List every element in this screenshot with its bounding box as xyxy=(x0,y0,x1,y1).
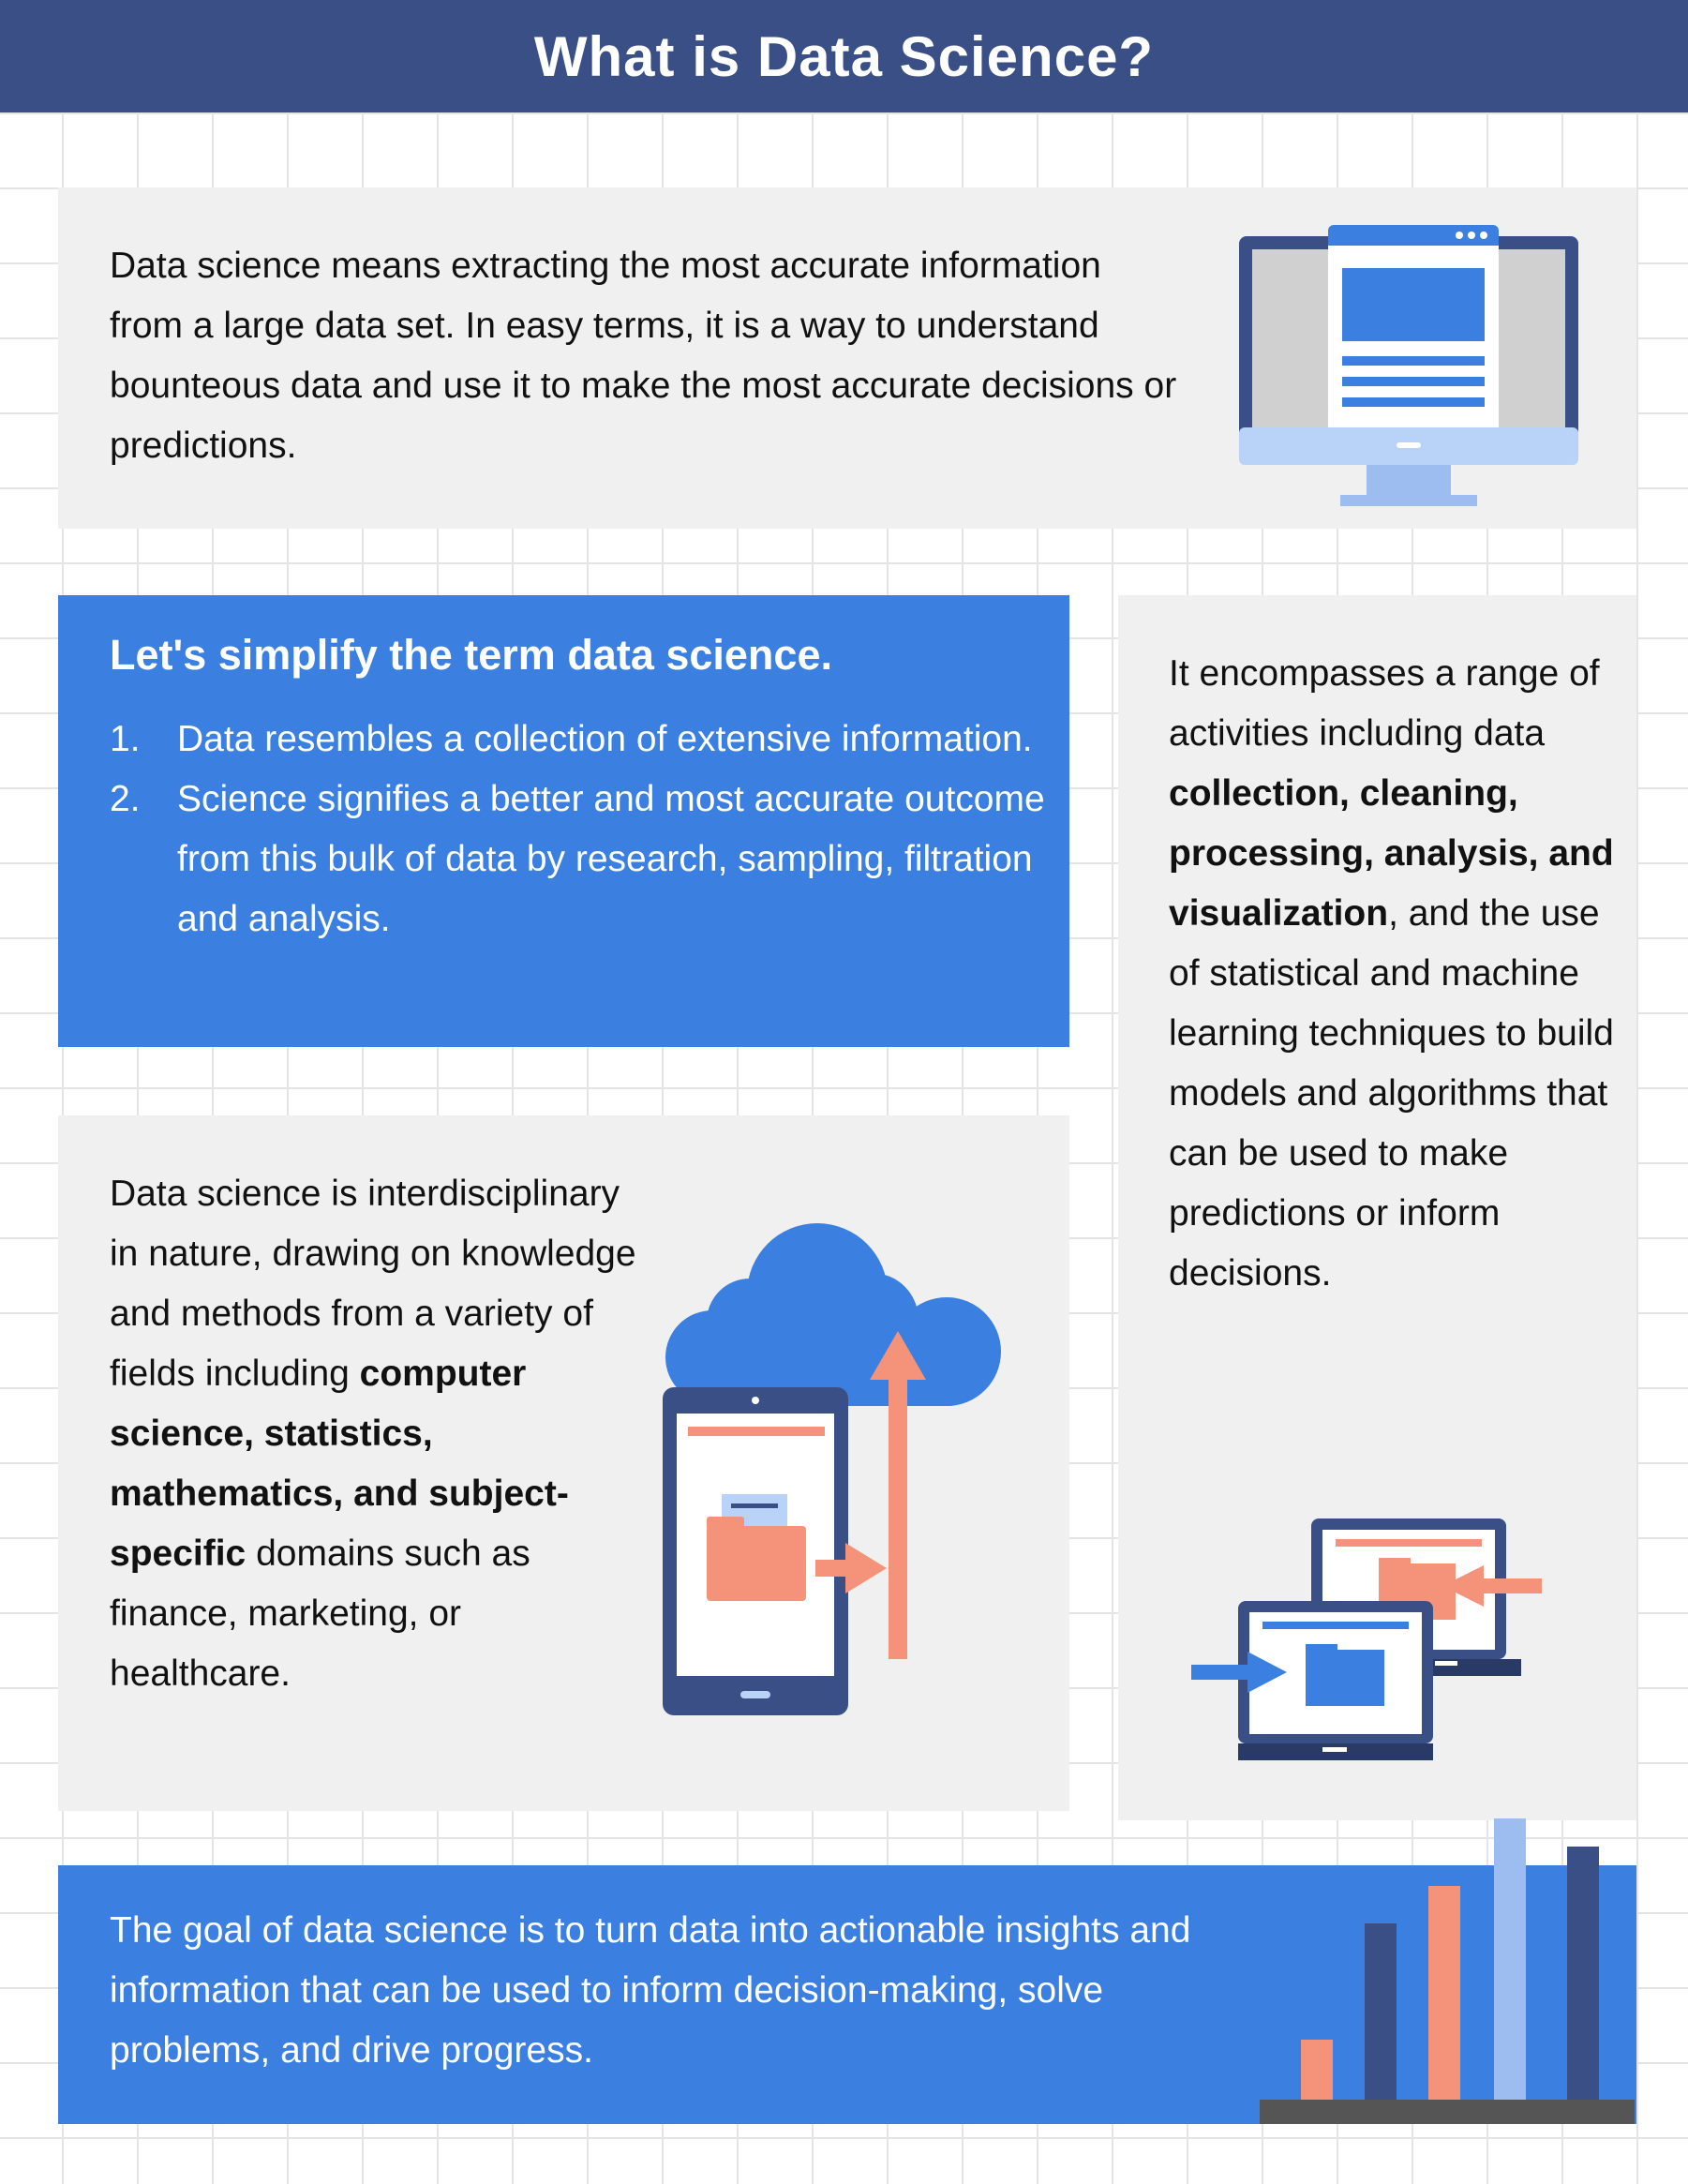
header-bar xyxy=(0,0,1688,112)
page-title: What is Data Science? xyxy=(533,24,1155,88)
list-text: Data resembles a collection of extensive information. xyxy=(177,719,1033,759)
interdisciplinary-text xyxy=(110,1164,644,1704)
cloud-upload-icon xyxy=(658,1200,1070,1725)
encompasses-text-bold: collection, cleaning, processing, analysis, and visualization xyxy=(1169,773,1614,934)
simplify-card xyxy=(58,595,1069,1047)
list-item xyxy=(110,710,1047,770)
list-number: 2. xyxy=(110,779,141,819)
cloud-icon xyxy=(665,1223,1001,1406)
goal-text: The goal of data science is to turn data into actionable insights and information that can be used to inform decision-making, solve problems, and drive progress. xyxy=(110,1910,1191,2071)
list-number: 1. xyxy=(110,719,141,759)
intro-card xyxy=(58,187,1636,529)
simplify-list xyxy=(110,710,1047,950)
interdisciplinary-card xyxy=(58,1115,1069,1811)
list-text: Science signifies a better and most accurate outcome from this bulk of data by research, sampling, filtration and analysis. xyxy=(177,779,1045,939)
laptop-icon xyxy=(1191,1518,1576,1772)
interdisciplinary-text-before: Data science is interdisciplinary in nature, drawing on knowledge and methods from a variety of fields including xyxy=(110,1174,636,1394)
intro-text: Data science means extracting the most accurate information from a large data set. In easy terms, it is a way to understand bounteous data and use it to make the most accurate decisions or predictions. xyxy=(110,246,1177,466)
encompasses-text-before: It encompasses a range of activities including data xyxy=(1169,653,1600,754)
monitor-icon xyxy=(1239,208,1584,508)
encompasses-text-after: , and the use of statistical and machine learning techniques to build models and algorithms that can be used to make predictions or inform decisions. xyxy=(1169,893,1614,1294)
simplify-heading: Let's simplify the term data science. xyxy=(110,631,832,679)
encompasses-card xyxy=(1118,595,1636,1820)
bar-chart-icon xyxy=(1256,1818,1636,2128)
encompasses-text xyxy=(1169,644,1628,1304)
interdisciplinary-text-bold: computer science, statistics, mathematics, and subject-specific xyxy=(110,1354,569,1574)
interdisciplinary-text-after: domains such as finance, marketing, or healthcare. xyxy=(110,1533,530,1694)
list-item xyxy=(110,770,1047,950)
